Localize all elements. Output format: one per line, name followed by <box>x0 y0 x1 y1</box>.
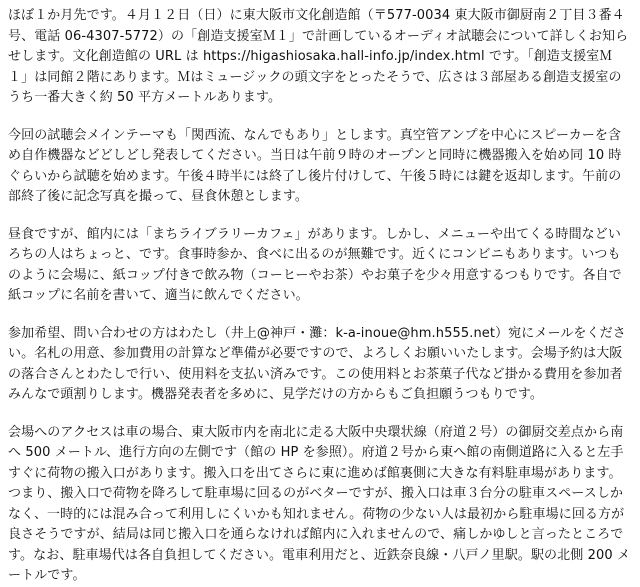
paragraph-lunch: 昼食ですが、館内には「まちライブラリーカフェ」があります。しかし、メニューや出てくる時間などいろちの人はちょっと、です。食事時参か、食べに出るのが無難です。近くにコンビニもあります。いつものように会場に、紙コップ付きで飲み物（コーヒーやお茶）やお菓子を少々用意するつもりです。各自で紙コップに名前を書いて、適当に飲んでください。 <box>8 226 622 303</box>
paragraph-date-venue: ほぼ１か月先です。４月１２日（日）に東大阪市文化創造館（〒577-0034 東大阪市御厨南２丁目３番４号、電話 06-4307-5772）の「創造支援室Ｍ１」で計画しているオーディオ試聴会について詳しくお知らせします。文化創造館の URL は https://higashiosaka.hall-info.jp/index.html です。「創造支援室Ｍ１」は同館２階にあります。Ｍはミュージックの頭文字をとったそうで、広さは３部屋ある創造支援室のうち一番大きく約 50 平方メートルあります。 <box>8 8 629 105</box>
paragraph-access: 会場へのアクセスは車の場合、東大阪市内を南北に走る大阪中央環状線（府道２号）の御厨交差点から南へ 500 メートル、進行方向の左側です（館の HP を参照）。府道２号から東へ館の南側道路に入ると左手すぐに荷物の搬入口があります。搬入口を出てさらに東に進めば館裏側に大きな有料駐車場があります。つまり、搬入口で荷物を降ろして駐車場に回るのがベターですが、搬入口は車３台分の駐車スペースしかなく、一時的には混み合って利用しにくいかも知れません。荷物の少ない人は最初から駐車場に回る方が良さそうですが、結局は同じ搬入口を通らなければ館内に入れませんので、痛しかゆしと言ったところです。なお、駐車場代は各自負担してください。電車利用だと、近鉄奈良線・八戸ノ里駅。駅の北側 200 メートルです。 <box>8 424 631 583</box>
paragraph-registration: 参加希望、問い合わせの方はわたし（井上@神戸・灘：k-a-inoue@hm.h555.net）宛にメールをください。名札の用意、参加費用の計算など準備が必要ですので、よろしくお願いいたします。会場予約は大阪の落合さんとわたしで行い、使用料を支払い済みです。この使用料とお茶菓子代など掛かる費用を参加者みんなで頭割りします。機器発表者を多めに、見学だけの方からもご負担願うつもりです。 <box>8 325 626 402</box>
paragraph-theme-schedule: 今回の試聴会メインテーマも「関西流、なんでもあり」とします。真空管アンプを中心にスピーカーを含め自作機器などどしどし発表してください。当日は午前９時のオープンと同時に機器搬入を始め同 10 時ぐらいから試聴を始めます。午後４時半には終了し後片付けして、午後５時には鍵を返却します。午前の部終了後に記念写真を撮って、昼食休憩とします。 <box>8 127 622 204</box>
